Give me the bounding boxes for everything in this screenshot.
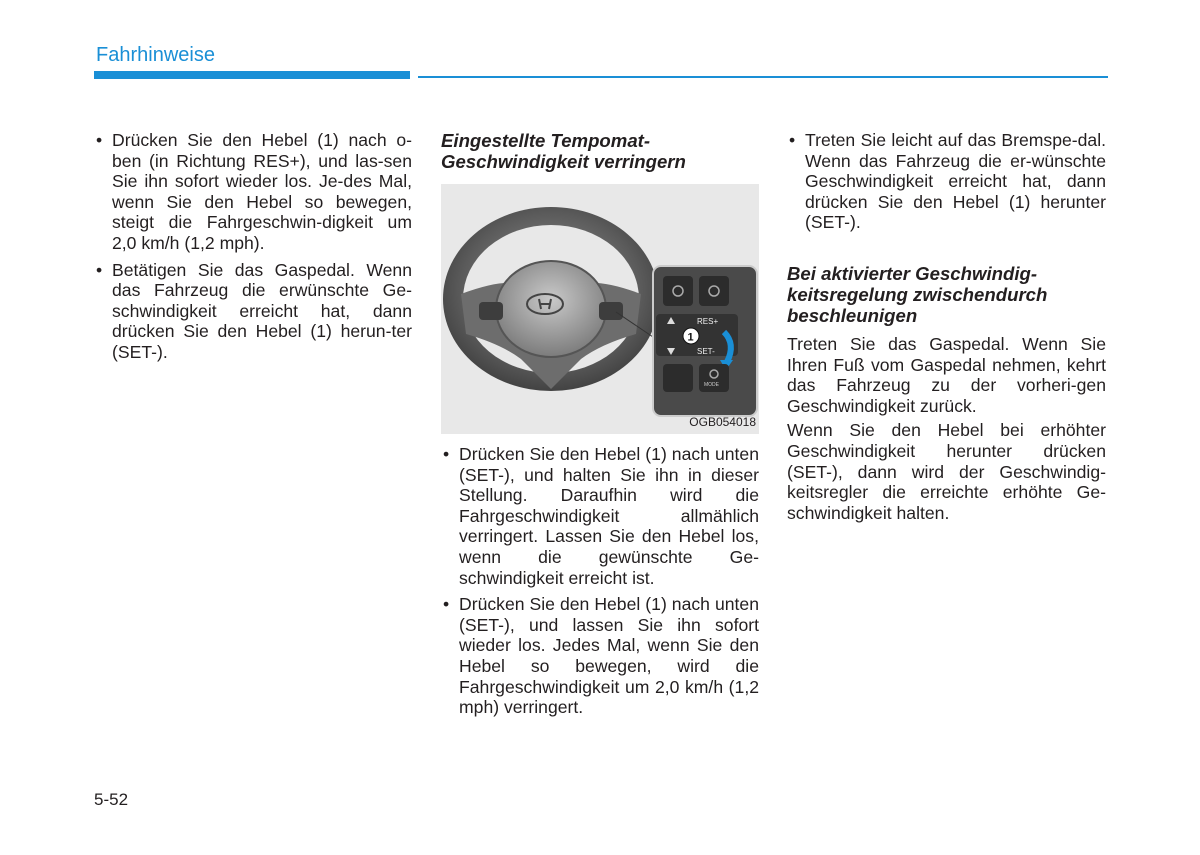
- steering-wheel-illustration: [441, 184, 759, 434]
- list-item: • Drücken Sie den Hebel (1) nach unten (SET-), und halten Sie ihn in dieser Stellung. Daraufhin wird die Fahrgeschwindigkeit allmählich verringert. Lassen Sie den Hebel los, wenn die gewünschte Ge-schwindigkeit erreicht ist.: [441, 444, 759, 588]
- bullet-list-right: [787, 130, 1106, 233]
- column-right: [787, 130, 1106, 527]
- steering-wheel-figure: [441, 184, 759, 434]
- list-item: • Betätigen Sie das Gaspedal. Wenn das Fahrzeug die erwünschte Ge-schwindigkeit erreicht hat, dann drücken Sie den Hebel (1) herun-ter (SET-).: [94, 260, 412, 363]
- header-accent-bar: [94, 71, 410, 79]
- paragraph: Wenn Sie den Hebel bei erhöhter Geschwindigkeit herunter drücken (SET-), dann wird der Geschwindig-keitsregler die erreichte erhöhte Ge-schwindigkeit halten.: [787, 420, 1106, 523]
- column-left: [94, 130, 412, 369]
- bullet-list-left: [94, 130, 412, 363]
- section-heading-accelerate: Bei aktivierter Geschwindig-keitsregelung zwischendurch beschleunigen: [787, 262, 1048, 326]
- lever-label-res: RES+: [697, 317, 719, 326]
- header-rule: [418, 76, 1108, 78]
- figure-code: OGB054018: [689, 415, 756, 430]
- lever-number-label: 1: [687, 331, 694, 344]
- list-item: • Drücken Sie den Hebel (1) nach o-ben (in Richtung RES+), und las-sen Sie ihn sofort wieder los. Je-des Mal, wenn Sie den Hebel so bewegen, steigt die Fahrgeschwin-digkeit um 2,0 km/h (1,2 mph).: [94, 130, 412, 254]
- paragraph: Treten Sie das Gaspedal. Wenn Sie Ihren Fuß vom Gaspedal nehmen, kehrt das Fahrzeug zu der vorheri-gen Geschwindigkeit zurück.: [787, 333, 1106, 416]
- page-number: 5-52: [94, 790, 129, 809]
- list-item: • Drücken Sie den Hebel (1) nach unten (SET-), und lassen Sie ihn sofort wieder los. Jedes Mal, wenn Sie den Hebel so bewegen, wird die Fahrgeschwindigkeit um 2,0 km/h (1,2 mph) verringert.: [441, 594, 759, 718]
- section-heading-decrease-speed: Eingestellte Tempomat-Geschwindigkeit verringern: [441, 130, 686, 172]
- lever-label-set: SET-: [697, 347, 715, 356]
- column-middle: [441, 130, 759, 724]
- page-header-title: Fahrhinweise: [96, 44, 215, 66]
- mode-label: MODE: [704, 382, 719, 388]
- bullet-list-middle: [441, 444, 759, 718]
- list-item: • Treten Sie leicht auf das Bremspe-dal. Wenn das Fahrzeug die er-wünschte Geschwindigkeit erreicht hat, dann drücken Sie den Hebel (1) herunter (SET-).: [787, 130, 1106, 233]
